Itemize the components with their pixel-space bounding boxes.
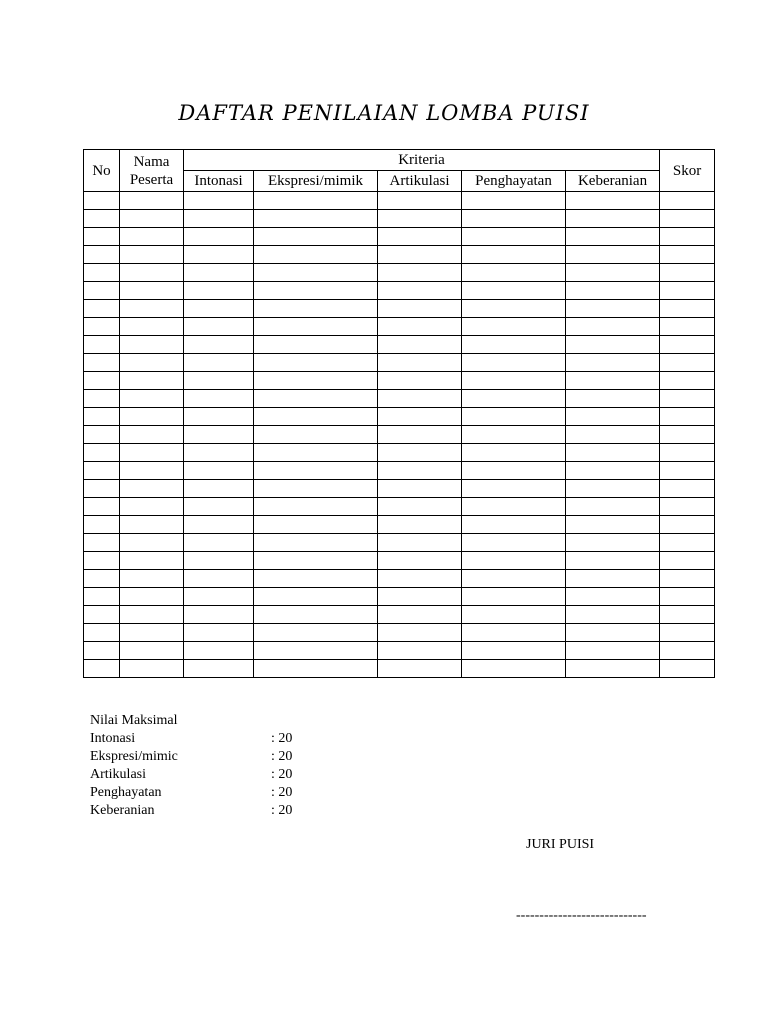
table-cell	[462, 246, 566, 264]
table-cell	[184, 444, 254, 462]
table-cell	[462, 228, 566, 246]
table-cell	[566, 588, 660, 606]
table-cell	[462, 552, 566, 570]
table-cell	[184, 228, 254, 246]
table-cell	[462, 642, 566, 660]
table-cell	[254, 228, 378, 246]
table-cell	[84, 534, 120, 552]
table-cell	[120, 660, 184, 678]
table-cell	[660, 282, 715, 300]
table-cell	[84, 408, 120, 426]
table-cell	[566, 498, 660, 516]
table-cell	[254, 498, 378, 516]
table-cell	[84, 498, 120, 516]
scoring-label: Keberanian	[90, 803, 155, 818]
table-cell	[254, 552, 378, 570]
table-row	[84, 210, 715, 228]
table-row	[84, 642, 715, 660]
table-row	[84, 408, 715, 426]
table-cell	[462, 300, 566, 318]
table-cell	[184, 480, 254, 498]
table-cell	[84, 354, 120, 372]
table-cell	[184, 534, 254, 552]
table-cell	[84, 228, 120, 246]
table-cell	[254, 534, 378, 552]
table-row	[84, 282, 715, 300]
table-cell	[184, 552, 254, 570]
header-no: No	[84, 150, 120, 192]
table-cell	[660, 192, 715, 210]
table-row	[84, 516, 715, 534]
table-cell	[254, 642, 378, 660]
table-cell	[378, 354, 462, 372]
table-cell	[660, 372, 715, 390]
assessment-table	[83, 149, 715, 678]
table-row	[84, 390, 715, 408]
table-cell	[184, 408, 254, 426]
table-cell	[84, 210, 120, 228]
scoring-heading: Nilai Maksimal	[90, 713, 178, 728]
table-cell	[254, 588, 378, 606]
table-cell	[254, 300, 378, 318]
table-cell	[254, 426, 378, 444]
scoring-info	[90, 712, 292, 820]
table-cell	[462, 462, 566, 480]
table-cell	[566, 426, 660, 444]
table-cell	[120, 300, 184, 318]
table-cell	[84, 588, 120, 606]
table-cell	[84, 300, 120, 318]
table-row	[84, 228, 715, 246]
table-cell	[462, 498, 566, 516]
document-title: DAFTAR PENILAIAN LOMBA PUISI	[178, 101, 590, 125]
table-cell	[184, 498, 254, 516]
table-cell	[378, 246, 462, 264]
table-cell	[120, 372, 184, 390]
scoring-row	[90, 784, 292, 802]
table-cell	[660, 642, 715, 660]
table-cell	[120, 264, 184, 282]
table-cell	[254, 570, 378, 588]
table-cell	[84, 264, 120, 282]
table-cell	[120, 246, 184, 264]
table-cell	[566, 570, 660, 588]
table-cell	[254, 318, 378, 336]
table-cell	[184, 210, 254, 228]
table-cell	[120, 408, 184, 426]
table-cell	[120, 606, 184, 624]
table-cell	[378, 426, 462, 444]
scoring-row	[90, 802, 292, 820]
header-kriteria: Kriteria	[184, 150, 660, 171]
table-row	[84, 660, 715, 678]
table-cell	[660, 624, 715, 642]
table-cell	[184, 390, 254, 408]
scoring-label: Ekspresi/mimic	[90, 749, 178, 764]
table-cell	[184, 516, 254, 534]
table-cell	[254, 516, 378, 534]
table-cell	[462, 192, 566, 210]
scoring-label: Intonasi	[90, 731, 136, 746]
scoring-label: Penghayatan	[90, 785, 162, 800]
table-cell	[184, 624, 254, 642]
table-cell	[660, 570, 715, 588]
scoring-row	[90, 730, 292, 748]
table-cell	[660, 336, 715, 354]
table-cell	[184, 354, 254, 372]
table-row	[84, 588, 715, 606]
table-cell	[462, 354, 566, 372]
table-cell	[120, 282, 184, 300]
scoring-row	[90, 748, 292, 766]
table-cell	[84, 426, 120, 444]
table-cell	[566, 534, 660, 552]
table-cell	[378, 534, 462, 552]
table-row	[84, 300, 715, 318]
table-cell	[120, 552, 184, 570]
table-cell	[120, 444, 184, 462]
table-cell	[462, 624, 566, 642]
header-nama-line1: Nama	[133, 153, 170, 170]
table-cell	[378, 498, 462, 516]
table-cell	[566, 300, 660, 318]
table-cell	[566, 408, 660, 426]
table-cell	[378, 390, 462, 408]
scoring-label: Artikulasi	[90, 767, 146, 782]
table-cell	[120, 192, 184, 210]
table-cell	[660, 318, 715, 336]
scoring-value: : 20	[271, 731, 293, 746]
table-cell	[84, 372, 120, 390]
table-cell	[378, 372, 462, 390]
table-cell	[566, 210, 660, 228]
table-cell	[378, 642, 462, 660]
table-cell	[378, 660, 462, 678]
table-cell	[566, 390, 660, 408]
table-cell	[660, 606, 715, 624]
table-cell	[462, 210, 566, 228]
table-cell	[120, 210, 184, 228]
table-row	[84, 426, 715, 444]
table-cell	[660, 408, 715, 426]
table-cell	[254, 624, 378, 642]
table-cell	[184, 282, 254, 300]
table-cell	[566, 444, 660, 462]
table-cell	[378, 516, 462, 534]
table-cell	[378, 192, 462, 210]
scoring-value: : 20	[271, 803, 293, 818]
table-cell	[660, 444, 715, 462]
table-cell	[378, 462, 462, 480]
scoring-row	[90, 766, 292, 784]
table-cell	[120, 642, 184, 660]
table-cell	[566, 516, 660, 534]
table-cell	[254, 372, 378, 390]
table-cell	[378, 210, 462, 228]
juri-title: JURI PUISI	[526, 837, 595, 852]
table-cell	[660, 210, 715, 228]
header-nama-line2: Peserta	[129, 171, 174, 188]
table-cell	[462, 264, 566, 282]
table-cell	[566, 372, 660, 390]
table-cell	[254, 390, 378, 408]
table-cell	[660, 354, 715, 372]
table-cell	[462, 390, 566, 408]
table-cell	[84, 246, 120, 264]
table-cell	[378, 444, 462, 462]
table-cell	[84, 660, 120, 678]
table-cell	[566, 552, 660, 570]
table-cell	[660, 534, 715, 552]
table-row	[84, 606, 715, 624]
table-cell	[120, 390, 184, 408]
table-cell	[566, 624, 660, 642]
table-cell	[184, 426, 254, 444]
table-cell	[378, 408, 462, 426]
table-cell	[184, 264, 254, 282]
table-cell	[120, 336, 184, 354]
table-cell	[378, 570, 462, 588]
table-cell	[184, 642, 254, 660]
table-row	[84, 336, 715, 354]
table-cell	[184, 462, 254, 480]
table-cell	[184, 192, 254, 210]
table-cell	[566, 480, 660, 498]
table-cell	[120, 354, 184, 372]
table-cell	[660, 660, 715, 678]
table-cell	[660, 390, 715, 408]
table-cell	[462, 282, 566, 300]
table-row	[84, 444, 715, 462]
table-row	[84, 498, 715, 516]
header-criterion-penghayatan: Penghayatan	[462, 171, 566, 192]
table-cell	[566, 462, 660, 480]
table-cell	[84, 192, 120, 210]
table-cell	[660, 264, 715, 282]
table-row	[84, 372, 715, 390]
table-row	[84, 264, 715, 282]
table-cell	[660, 228, 715, 246]
table-cell	[378, 624, 462, 642]
table-cell	[462, 570, 566, 588]
table-cell	[184, 606, 254, 624]
table-cell	[462, 372, 566, 390]
table-cell	[120, 570, 184, 588]
table-cell	[660, 552, 715, 570]
table-cell	[660, 300, 715, 318]
table-cell	[184, 246, 254, 264]
table-cell	[84, 462, 120, 480]
table-cell	[566, 318, 660, 336]
table-cell	[184, 300, 254, 318]
table-cell	[462, 606, 566, 624]
table-cell	[120, 588, 184, 606]
table-cell	[566, 282, 660, 300]
header-criterion-keberanian: Keberanian	[566, 171, 660, 192]
table-cell	[660, 246, 715, 264]
table-cell	[254, 210, 378, 228]
table-cell	[462, 318, 566, 336]
signature-line: ----------------------------	[516, 908, 647, 923]
table-cell	[120, 228, 184, 246]
table-cell	[254, 282, 378, 300]
table-row	[84, 570, 715, 588]
table-cell	[254, 354, 378, 372]
table-cell	[566, 606, 660, 624]
table-cell	[184, 336, 254, 354]
table-cell	[378, 606, 462, 624]
table-cell	[184, 660, 254, 678]
table-cell	[84, 444, 120, 462]
table-cell	[120, 318, 184, 336]
table-cell	[120, 534, 184, 552]
table-cell	[84, 318, 120, 336]
table-cell	[120, 498, 184, 516]
table-cell	[378, 552, 462, 570]
table-cell	[660, 516, 715, 534]
table-cell	[84, 516, 120, 534]
header-criterion-ekspresi: Ekspresi/mimik	[254, 171, 378, 192]
table-cell	[378, 336, 462, 354]
table-cell	[84, 282, 120, 300]
table-cell	[84, 624, 120, 642]
table-cell	[660, 462, 715, 480]
table-cell	[462, 426, 566, 444]
table-cell	[254, 408, 378, 426]
table-cell	[254, 480, 378, 498]
table-body	[84, 192, 715, 678]
table-cell	[254, 336, 378, 354]
table-cell	[254, 192, 378, 210]
table-cell	[84, 480, 120, 498]
table-cell	[84, 336, 120, 354]
table-cell	[84, 642, 120, 660]
header-criterion-artikulasi: Artikulasi	[378, 171, 462, 192]
table-cell	[660, 426, 715, 444]
table-cell	[254, 462, 378, 480]
table-cell	[378, 282, 462, 300]
table-cell	[120, 480, 184, 498]
table-cell	[462, 588, 566, 606]
table-cell	[120, 426, 184, 444]
table-row	[84, 624, 715, 642]
table-cell	[378, 300, 462, 318]
table-cell	[184, 372, 254, 390]
table-cell	[566, 642, 660, 660]
table-cell	[660, 588, 715, 606]
table-cell	[566, 660, 660, 678]
table-cell	[120, 462, 184, 480]
table-cell	[566, 192, 660, 210]
table-cell	[84, 606, 120, 624]
table-cell	[378, 480, 462, 498]
table-cell	[378, 228, 462, 246]
scoring-value: : 20	[271, 749, 293, 764]
header-criterion-intonasi: Intonasi	[184, 171, 254, 192]
table-cell	[84, 570, 120, 588]
table-cell	[254, 660, 378, 678]
table-cell	[566, 246, 660, 264]
table-row	[84, 480, 715, 498]
table-cell	[566, 336, 660, 354]
table-cell	[84, 390, 120, 408]
scoring-value: : 20	[271, 785, 293, 800]
table-row	[84, 246, 715, 264]
table-cell	[254, 606, 378, 624]
table-row	[84, 192, 715, 210]
table-cell	[120, 516, 184, 534]
table-row	[84, 462, 715, 480]
table-row	[84, 354, 715, 372]
table-cell	[184, 318, 254, 336]
table-cell	[120, 624, 184, 642]
table-cell	[566, 354, 660, 372]
table-cell	[462, 480, 566, 498]
table-cell	[462, 408, 566, 426]
table-cell	[254, 444, 378, 462]
table-cell	[378, 588, 462, 606]
table-cell	[660, 498, 715, 516]
table-cell	[254, 246, 378, 264]
table-cell	[660, 480, 715, 498]
table-cell	[566, 264, 660, 282]
table-cell	[378, 264, 462, 282]
table-cell	[378, 318, 462, 336]
table-cell	[462, 336, 566, 354]
table-cell	[462, 534, 566, 552]
table-cell	[462, 516, 566, 534]
table-cell	[184, 570, 254, 588]
table-cell	[462, 444, 566, 462]
table-cell	[462, 660, 566, 678]
table-cell	[566, 228, 660, 246]
table-cell	[184, 588, 254, 606]
table-row	[84, 318, 715, 336]
table-cell	[254, 264, 378, 282]
header-skor: Skor	[660, 150, 715, 192]
table-row	[84, 552, 715, 570]
header-nama-peserta	[120, 150, 184, 192]
scoring-value: : 20	[271, 767, 293, 782]
table-cell	[84, 552, 120, 570]
table-row	[84, 534, 715, 552]
